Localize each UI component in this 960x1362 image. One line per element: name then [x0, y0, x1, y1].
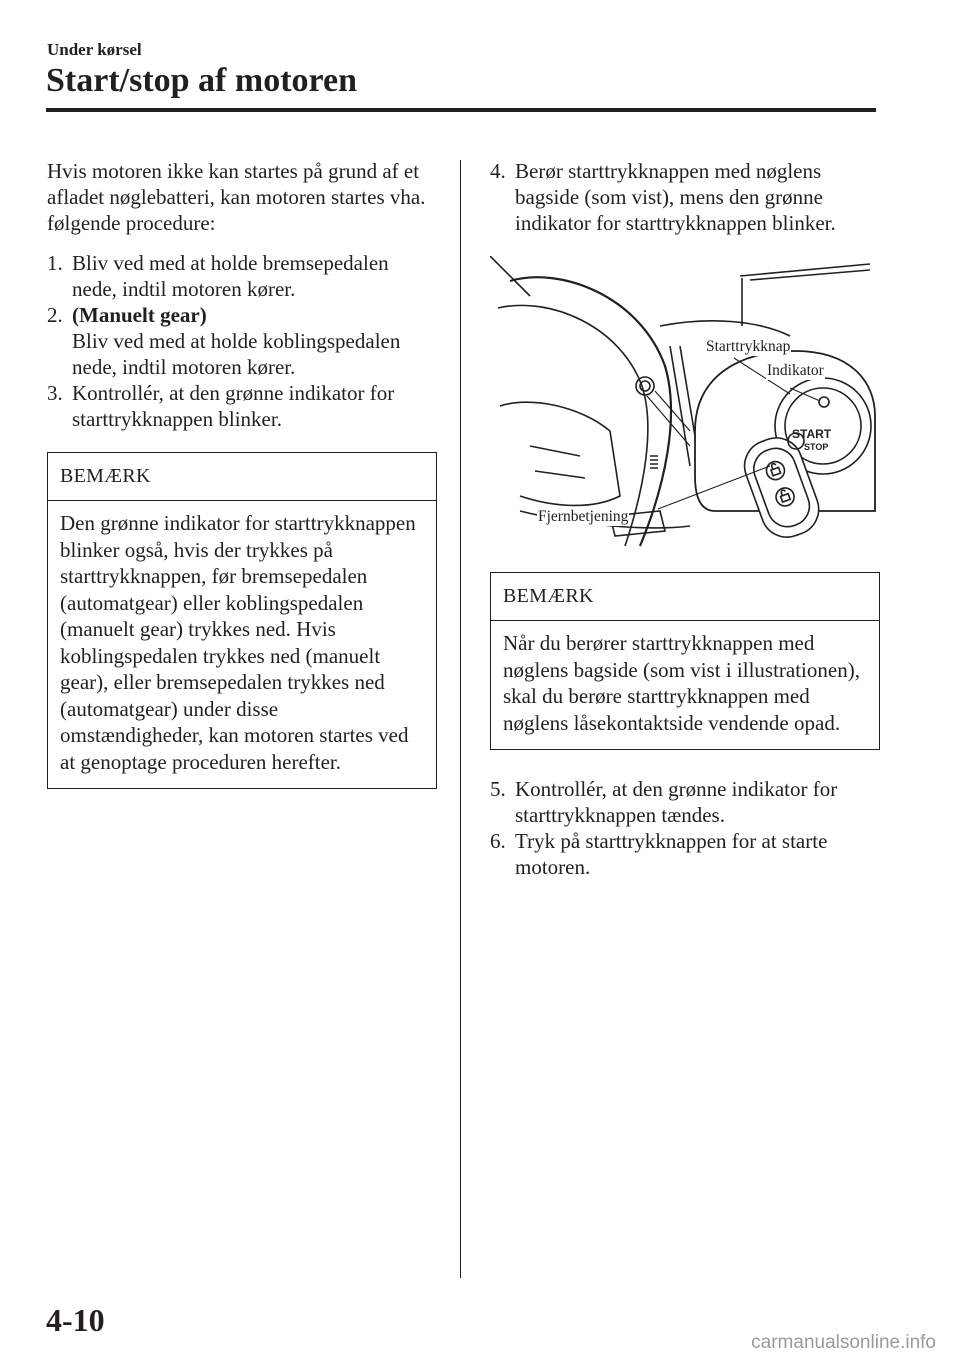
note-text: Når du berører starttrykknappen med nøglens bagside (som vist i illustrationen), skal du berøre starttrykknappen med nøglens låsekontaktside vendende opad.: [503, 631, 860, 735]
step-number: 3.: [47, 381, 63, 405]
label-indikator: Indikator: [767, 362, 824, 379]
intro-paragraph: Hvis motoren ikke kan startes på grund af et afladet nøglebatteri, kan motoren startes vha. følgende procedure:: [47, 159, 426, 235]
step-2: [47, 302, 437, 380]
step-number: 2.: [47, 303, 63, 327]
note-box-right: [490, 572, 880, 750]
step-text: Bliv ved med at holde bremsepedalen nede, indtil motoren kører.: [72, 251, 389, 301]
note-box-left: [47, 452, 437, 789]
step-text: Kontrollér, at den grønne indikator for starttrykknappen tændes.: [515, 777, 838, 827]
stop-button-text: STOP: [804, 442, 829, 452]
step-number: 6.: [490, 829, 506, 853]
step-number: 4.: [490, 159, 506, 183]
step-text: Berør starttrykknappen med nøglens bagside (som vist), mens den grønne indikator for starttrykknappen blinker.: [515, 159, 836, 235]
dash-start-button: [636, 377, 654, 395]
note-text: Den grønne indikator for starttrykknappen blinker også, hvis der trykkes på starttrykknappen, før bremsepedalen (automatgear) eller koblingspedalen (manuelt gear) trykkes ned. Hvis koblingspedalen trykkes ned (manuelt gear), eller bremsepedalen trykkes ned (automatgear) under disse omstændigheder, kan motoren startes ved at genoptage proceduren herefter.: [60, 511, 416, 774]
start-button-text: START: [792, 427, 832, 441]
steps-list-right-top: [490, 158, 880, 236]
step-3: [47, 380, 437, 432]
section-label: Under kørsel: [47, 40, 142, 59]
step-6: [490, 828, 880, 880]
title-rule: [46, 108, 876, 112]
note-heading: BEMÆRK: [48, 453, 436, 501]
step-number: 1.: [47, 251, 63, 275]
start-button-illustration: [490, 256, 880, 556]
label-starttrykknap: Starttrykknap: [706, 338, 791, 355]
label-fjernbetjening: Fjernbetjening: [538, 508, 629, 525]
step-text: Kontrollér, at den grønne indikator for starttrykknappen blinker.: [72, 381, 395, 431]
step-5: [490, 776, 880, 828]
step-number: 5.: [490, 777, 506, 801]
step-title: (Manuelt gear): [72, 303, 207, 327]
steps-list-right-bottom: [490, 776, 880, 880]
right-column: [490, 158, 880, 880]
page-number: 4-10: [46, 1302, 105, 1338]
steps-list-left: [47, 250, 437, 432]
column-divider: [460, 160, 461, 1278]
page-title: Start/stop af motoren: [46, 62, 357, 99]
step-4: [490, 158, 880, 236]
step-text: Tryk på starttrykknappen for at starte motoren.: [515, 829, 828, 879]
note-heading: BEMÆRK: [491, 573, 879, 621]
watermark: carmanualsonline.info: [751, 1332, 936, 1353]
step-text: Bliv ved med at holde koblingspedalen nede, indtil motoren kører.: [72, 329, 401, 379]
step-1: [47, 250, 437, 302]
left-column: [47, 158, 437, 789]
